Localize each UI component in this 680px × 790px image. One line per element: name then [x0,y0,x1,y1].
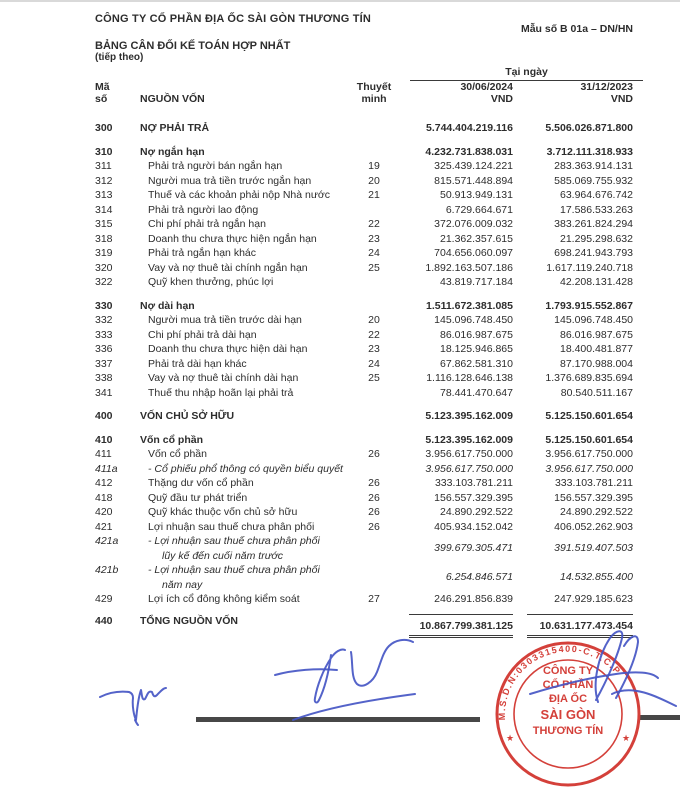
row-value-prior: 87.170.988.004 [560,357,633,370]
report-title: BẢNG CÂN ĐỐI KẾ TOÁN HỢP NHẤT [95,40,291,52]
row-label: TỔNG NGUỒN VỐN [140,614,239,627]
row-code: 320 [95,261,113,274]
row-code: 319 [95,247,113,259]
seal-text-line: SÀI GÒN [540,707,596,722]
table-row [95,261,633,276]
row-value-prior: 24.890.292.522 [560,506,633,518]
row-value-current: 10.867.799.381.125 [409,614,513,639]
table-header [95,82,633,105]
row-label: Vay và nợ thuê tài chính dài hạn [148,372,299,384]
table-row [95,563,633,592]
row-code: 313 [95,189,113,201]
row-note-ref: 21 [368,189,380,201]
row-label: Vốn cổ phần [140,433,203,446]
row-label: Chi phí phải trả dài hạn [148,328,257,341]
row-label: Người mua trả tiền trước ngắn hạn [148,174,312,187]
row-value-current: 246.291.856.839 [434,593,513,605]
row-value-current: 5.744.404.219.116 [425,122,513,134]
row-value-prior: 1.793.915.552.867 [545,299,633,312]
seal-text-line: ĐỊA ỐC [548,693,588,705]
row-label: Doanh thu chưa thực hiện dài hạn [148,343,308,355]
row-value-prior: 21.295.298.632 [560,232,633,245]
row-label: Thuế và các khoản phải nộp Nhà nước [148,189,331,201]
row-code: 421b [95,564,119,576]
row-value-current: 1.892.163.507.186 [425,261,513,274]
row-value-prior: 86.016.987.675 [560,328,633,341]
row-label: - Lợi nhuận sau thuế chưa phân phối năm nay [148,564,320,591]
column-header-prior-period: 31/12/2023 VND [580,81,633,105]
row-value-prior: 5.125.150.601.654 [545,410,633,422]
row-note-ref: 24 [368,247,380,259]
row-value-prior: 698.241.943.793 [554,247,633,259]
row-value-current: 156.557.329.395 [434,491,513,504]
row-code: 315 [95,218,113,230]
column-header-source-of-capital: NGUỒN VỐN [140,92,205,105]
row-label: Người mua trả tiền trước dài hạn [148,314,302,326]
row-value-prior: 1.617.119.240.718 [546,261,633,274]
row-code: 300 [95,122,113,134]
row-label: Thặng dư vốn cổ phần [148,477,254,489]
row-note-ref: 22 [368,218,380,230]
row-value-prior: 1.376.689.835.694 [545,372,633,384]
table-row [95,433,633,448]
form-number: Mẫu số B 01a – DN/HN [520,23,633,35]
table-row [95,447,633,462]
row-code: 418 [95,491,113,504]
row-value-current: 5.123.395.162.009 [425,410,513,422]
row-value-prior: 3.956.617.750.000 [545,448,633,460]
table-row [95,592,633,607]
seal-ring-text: M.S.D.N:0303315400-C.T.C.P [496,643,624,721]
report-subtitle: (tiếp theo) [95,52,144,63]
row-code: 440 [95,614,113,627]
seal-text-line: CÔNG TY [542,665,594,677]
row-value-prior: 333.103.781.211 [554,477,633,489]
row-note-ref: 24 [368,357,380,370]
table-body [95,121,633,638]
row-note-ref: 25 [368,261,380,274]
row-value-current: 78.441.470.647 [440,386,513,399]
row-code: 420 [95,506,113,518]
row-value-current: 372.076.009.032 [434,218,513,230]
table-row [95,386,633,401]
row-label: Quỹ khen thưởng, phúc lợi [148,276,274,288]
row-label: Vốn cổ phần [148,448,207,460]
row-code: 310 [95,145,113,158]
row-code: 411a [95,462,118,475]
row-value-prior: 17.586.533.263 [560,203,633,216]
row-code: 421a [95,535,119,547]
table-row [95,121,633,136]
row-note-ref: 20 [368,314,380,326]
row-value-prior: 156.557.329.395 [554,491,633,504]
row-value-current: 6.729.664.671 [445,203,513,216]
row-value-current: 3.956.617.750.000 [425,448,513,460]
row-note-ref: 25 [368,372,380,384]
seal-star-icon: ★ [622,733,631,743]
row-label: NỢ PHẢI TRẢ [140,122,210,134]
table-row [95,409,633,424]
row-value-current: 18.125.946.865 [440,343,513,355]
row-code: 421 [95,520,113,533]
row-note-ref: 26 [368,520,380,533]
row-value-prior: 383.261.824.294 [554,218,633,230]
row-value-current: 5.123.395.162.009 [425,433,513,446]
table-row [95,328,633,343]
row-value-prior: 585.069.755.932 [554,174,633,187]
row-label: Lợi nhuận sau thuế chưa phân phối [148,520,315,533]
row-label: Phải trả người lao động [148,203,259,216]
signature-left [96,680,176,726]
table-row [95,232,633,247]
table-row [95,188,633,203]
table-row [95,357,633,372]
table-row [95,534,633,563]
table-row [95,145,633,160]
row-value-current: 21.362.357.615 [440,232,513,245]
row-code: 318 [95,232,113,245]
row-label: Nợ dài hạn [140,299,195,312]
row-note-ref: 23 [368,343,380,355]
table-row [95,371,633,386]
row-note-ref: 26 [368,448,380,460]
row-label: - Cổ phiếu phổ thông có quyền biểu quyết [148,462,343,475]
row-code: 341 [95,386,113,399]
row-code: 312 [95,174,113,187]
row-code: 410 [95,433,113,446]
signature-right [516,622,680,717]
row-note-ref: 27 [368,593,380,605]
row-code: 332 [95,314,113,326]
row-value-current: 704.656.060.097 [434,247,513,259]
row-value-current: 325.439.124.221 [434,160,513,172]
row-label: - Lợi nhuận sau thuế chưa phân phối lũy kế đến cuối năm trước [148,535,320,562]
table-row [95,217,633,232]
row-label: Quỹ đầu tư phát triển [148,491,248,504]
row-value-current: 50.913.949.131 [440,189,513,201]
row-value-current: 86.016.987.675 [440,328,513,341]
row-value-prior: 406.052.262.903 [554,520,633,533]
table-row [95,462,633,477]
as-at-date-header: Tại ngày [410,66,643,81]
row-value-current: 145.096.748.450 [434,314,513,326]
row-note-ref: 26 [368,491,380,504]
row-value-prior: 145.096.748.450 [554,314,633,326]
row-value-prior: 5.125.150.601.654 [545,433,633,446]
row-label: Quỹ khác thuộc vốn chủ sở hữu [148,506,298,518]
row-value-prior: 247.929.185.623 [554,593,633,605]
table-row [95,342,633,357]
table-row [95,174,633,189]
row-note-ref: 26 [368,477,380,489]
row-value-prior: 63.964.676.742 [560,189,633,201]
column-header-notes: Thuyết minh [356,81,392,105]
table-row [95,159,633,174]
row-code: 411 [95,448,112,460]
table-row [95,520,633,535]
table-row [95,275,633,290]
row-value-prior: 80.540.511.167 [560,386,633,399]
row-value-prior: 5.506.026.871.800 [545,122,633,134]
row-code: 314 [95,203,113,216]
column-header-code: Mã số [95,81,110,105]
row-value-current: 815.571.448.894 [434,174,513,187]
row-label: Nợ ngắn hạn [140,145,205,158]
row-value-prior: 14.532.855.400 [560,571,633,584]
row-value-prior: 3.712.111.318.933 [546,145,633,158]
row-label: Vay và nợ thuê tài chính ngắn hạn [148,261,308,274]
row-value-prior: 18.400.481.877 [560,343,633,355]
row-code: 333 [95,328,113,341]
row-note-ref: 20 [368,174,380,187]
row-note-ref: 23 [368,232,380,245]
table-row [95,505,633,520]
row-code: 400 [95,410,113,422]
seal-text-line: CỔ PHẦN [542,679,594,691]
table-row [95,491,633,506]
row-label: Phải trả ngắn hạn khác [148,247,256,259]
row-value-current: 1.116.128.646.138 [426,372,513,384]
row-label: Phải trả người bán ngắn hạn [148,160,283,172]
row-code: 336 [95,343,113,355]
row-value-current: 333.103.781.211 [434,477,513,489]
row-label: Phải trả dài hạn khác [148,357,247,370]
row-code: 311 [95,160,112,172]
row-note-ref: 19 [368,160,380,172]
row-value-current: 405.934.152.042 [434,520,513,533]
row-code: 322 [95,276,113,288]
row-value-current: 6.254.846.571 [445,571,513,584]
row-code: 338 [95,372,113,384]
table-row [95,476,633,491]
row-value-current: 43.819.717.184 [440,276,513,288]
row-value-prior: 283.363.914.131 [554,160,633,172]
row-code: 330 [95,299,113,312]
row-value-current: 24.890.292.522 [440,506,513,518]
row-value-current: 3.956.617.750.000 [425,462,513,475]
row-code: 337 [95,357,113,370]
row-code: 412 [95,477,113,489]
table-row [95,246,633,261]
table-row [95,313,633,328]
row-value-prior: 391.519.407.503 [554,542,633,555]
table-row [95,299,633,314]
seal-star-icon: ★ [506,733,515,743]
row-label: Thuế thu nhập hoãn lại phải trả [148,386,294,399]
seal-text-line: THƯƠNG TÍN [532,725,604,737]
row-label: Lợi ích cổ đông không kiểm soát [148,593,300,605]
row-label: Chi phí phải trả ngắn hạn [148,218,266,230]
row-value-current: 4.232.731.838.031 [425,145,513,158]
row-code: 429 [95,593,113,605]
row-label: Doanh thu chưa thực hiện ngắn hạn [148,232,317,245]
signature-middle [265,630,425,722]
row-label: VỐN CHỦ SỞ HỮU [140,410,235,422]
row-value-prior: 42.208.131.428 [560,276,633,288]
row-value-current: 67.862.581.310 [440,357,513,370]
table-row [95,203,633,218]
row-value-prior: 10.631.177.473.454 [527,614,633,639]
row-value-current: 1.511.672.381.085 [425,299,513,312]
column-header-current-period: 30/06/2024 VND [460,81,513,105]
row-note-ref: 26 [368,506,380,518]
company-name: CÔNG TY CỔ PHẦN ĐỊA ỐC SÀI GÒN THƯƠNG TÍN [95,13,372,25]
row-value-current: 399.679.305.471 [434,542,513,555]
row-note-ref: 22 [368,328,380,341]
row-value-prior: 3.956.617.750.000 [545,462,633,475]
